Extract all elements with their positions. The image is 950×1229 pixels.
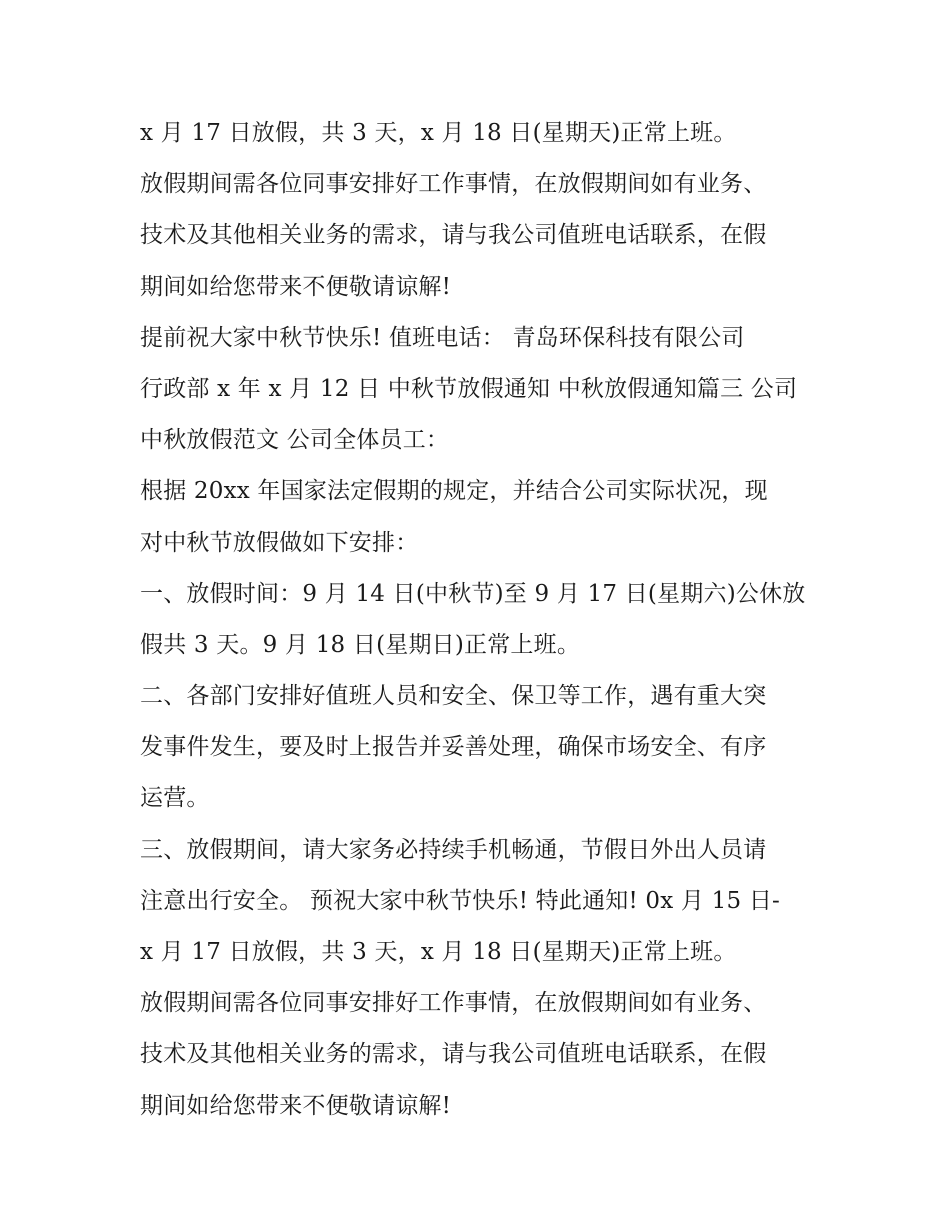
- text-line: 期间如给您带来不便敬请谅解!: [140, 1092, 452, 1119]
- text-line: 放假期间需各位同事安排好工作事情，在放假期间如有业务、: [140, 990, 767, 1017]
- text-line: 发事件发生，要及时上报告并妥善处理，确保市场安全、有序: [140, 734, 767, 761]
- text-line: 假共 3 天。9 月 18 日(星期日)正常上班。: [140, 631, 581, 658]
- text-line: 根据 20xx 年国家法定假期的规定，并结合公司实际状况，现: [140, 478, 768, 505]
- text-line: 放假期间需各位同事安排好工作事情，在放假期间如有业务、: [140, 171, 767, 198]
- text-line: 技术及其他相关业务的需求，请与我公司值班电话联系，在假: [140, 1041, 767, 1068]
- text-line: 行政部 x 年 x 月 12 日 中秋节放假通知 中秋放假通知篇三 公司: [140, 375, 798, 402]
- text-line: x 月 17 日放假，共 3 天，x 月 18 日(星期天)正常上班。: [140, 939, 737, 965]
- text-line: 提前祝大家中秋节快乐! 值班电话： 青岛环保科技有限公司: [140, 324, 745, 351]
- text-line: 运营。: [140, 785, 210, 812]
- text-line: 技术及其他相关业务的需求，请与我公司值班电话联系，在假: [140, 222, 767, 249]
- text-line: 期间如给您带来不便敬请谅解!: [140, 273, 452, 300]
- text-line: x 月 17 日放假，共 3 天，x 月 18 日(星期天)正常上班。: [140, 120, 737, 146]
- text-line: 一、放假时间：9 月 14 日(中秋节)至 9 月 17 日(星期六)公休放: [140, 580, 806, 607]
- text-line: 二、各部门安排好值班人员和安全、保卫等工作，遇有重大突: [140, 683, 767, 710]
- text-line: 对中秋节放假做如下安排：: [140, 529, 419, 556]
- document-body: [140, 108, 820, 1132]
- text-line: 中秋放假范文 公司全体员工：: [140, 427, 450, 454]
- text-line: 三、放假期间，请大家务必持续手机畅通，节假日外出人员请: [140, 836, 767, 863]
- text-line: 注意出行安全。 预祝大家中秋节快乐! 特此通知! 0x 月 15 日-: [140, 887, 780, 914]
